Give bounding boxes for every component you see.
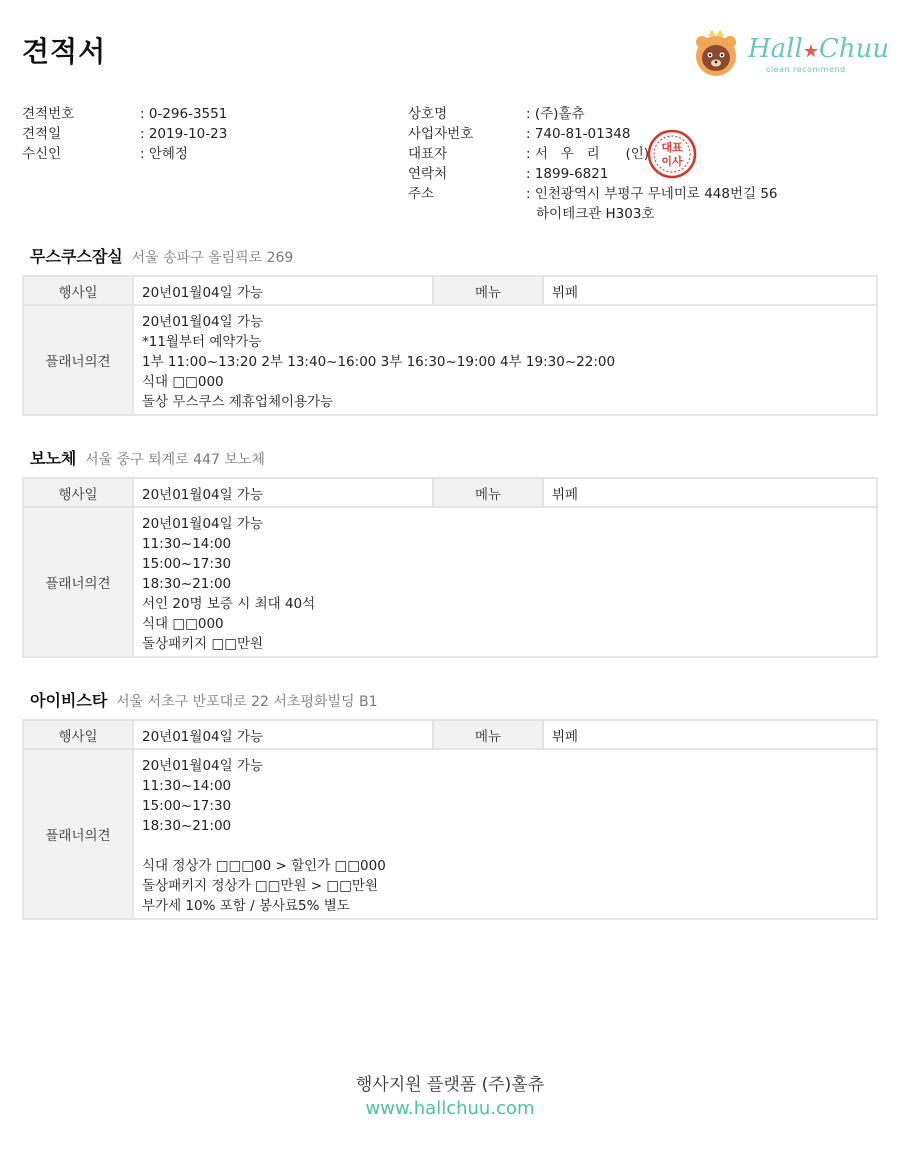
planner-opinion-cell [133, 749, 877, 919]
info-label: 연락처 [408, 166, 448, 182]
venue-card [22, 447, 878, 658]
info-label: 견적일 [22, 126, 62, 142]
company-seal-stamp [646, 128, 698, 180]
planner-opinion-cell [133, 305, 877, 415]
info-label: 주소 [408, 186, 435, 202]
info-label: 사업자번호 [408, 126, 474, 142]
venue-address: 서울 중구 퇴계로 447 보노체 [85, 452, 265, 468]
venue-table [22, 719, 878, 920]
venue-name: 보노체 [30, 449, 77, 468]
menu-label: 메뉴 [433, 276, 543, 305]
business-number-row [408, 124, 848, 144]
menu-label: 메뉴 [433, 478, 543, 507]
planner-opinion-label: 플래너의견 [23, 749, 133, 919]
info-label: 상호명 [408, 106, 448, 122]
menu-value: 뷔페 [543, 720, 877, 749]
star-icon: ★ [802, 41, 819, 62]
planner-opinion-text: 20년01월04일 가능 11:30~14:00 15:00~17:30 18:30~21:00 서인 20명 보증 시 최대 40석 식대 □□000 돌상패키지 □□만원 [142, 516, 316, 652]
venue-address: 서울 송파구 올림픽로 269 [131, 250, 294, 266]
table-row [23, 478, 877, 507]
info-value: : (주)홀츄 [526, 106, 585, 122]
planner-opinion-cell [133, 507, 877, 657]
company-name-row [408, 104, 848, 124]
seal-text-bottom: 이사 [661, 155, 683, 168]
menu-value: 뷔페 [543, 276, 877, 305]
info-label: 견적번호 [22, 106, 75, 122]
venue-card [22, 245, 878, 416]
table-row [23, 749, 877, 919]
venue-header [22, 447, 878, 471]
menu-value: 뷔페 [543, 478, 877, 507]
logo-subtitle: clean recommend [766, 65, 846, 74]
quote-number-row [22, 104, 382, 124]
venue-address: 서울 서초구 반포대로 22 서초평화빌딩 B1 [116, 694, 378, 710]
contact-row [408, 164, 848, 184]
event-date-value: 20년01월04일 가능 [133, 276, 433, 305]
document-title: 견적서 [22, 35, 107, 68]
info-value: : 1899-6821 [526, 166, 609, 182]
table-row [23, 276, 877, 305]
menu-label: 메뉴 [433, 720, 543, 749]
info-label: 대표자 [408, 146, 448, 162]
representative-row [408, 144, 848, 164]
info-value: : 0-296-3551 [140, 106, 228, 122]
footer-website-link[interactable]: www.hallchuu.com [365, 1098, 535, 1119]
address-line-1: : 인천광역시 부평구 무네미로 448번길 56 [526, 186, 778, 202]
info-label: 수신인 [22, 146, 62, 162]
seal-text-top: 대표 [661, 141, 683, 154]
venue-name: 아이비스타 [30, 691, 108, 710]
address-line-2: 하이테크관 H303호 [536, 206, 655, 222]
venue-table [22, 275, 878, 416]
quote-date-row [22, 124, 382, 144]
address-row [408, 184, 848, 224]
hallchuu-logo [690, 28, 890, 84]
venue-card [22, 689, 878, 920]
planner-opinion-text: 20년01월04일 가능 *11월부터 예약가능 1부 11:00~13:20 2부 13:40~16:00 3부 16:30~19:00 4부 19:30~22:00 식대 □□000 돌상 무스쿠스 제휴업체이용가능 [142, 314, 616, 410]
info-value: : 2019-10-23 [140, 126, 228, 142]
table-row [23, 720, 877, 749]
venue-header [22, 689, 878, 713]
info-value: : 740-81-01348 [526, 126, 631, 142]
planner-opinion-text: 20년01월04일 가능 11:30~14:00 15:00~17:30 18:30~21:00 식대 정상가 □□□00 > 할인가 □□000 돌상패키지 정상가 □□만원 > □□만원 부가세 10% 포함 / 봉사료5% 별도 [142, 758, 386, 914]
logo-word-chuu: Chuu [818, 34, 890, 64]
table-row [23, 507, 877, 657]
event-date-label: 행사일 [23, 276, 133, 305]
bear-mascot-icon [692, 30, 740, 78]
info-value: : 안혜정 [140, 146, 188, 162]
recipient-row [22, 144, 382, 164]
info-value [526, 184, 826, 224]
event-date-label: 행사일 [23, 720, 133, 749]
table-row [23, 305, 877, 415]
logo-wordmark [748, 34, 889, 64]
event-date-value: 20년01월04일 가능 [133, 720, 433, 749]
logo-word-hall: Hall [748, 34, 803, 64]
planner-opinion-label: 플래너의견 [23, 305, 133, 415]
info-value: : 서 우 리 (인) [526, 146, 650, 162]
planner-opinion-label: 플래너의견 [23, 507, 133, 657]
venue-table [22, 477, 878, 658]
event-date-label: 행사일 [23, 478, 133, 507]
event-date-value: 20년01월04일 가능 [133, 478, 433, 507]
venue-header [22, 245, 878, 269]
company-info [408, 104, 848, 224]
venue-name: 무스쿠스잠실 [30, 247, 123, 266]
customer-info [22, 104, 382, 164]
footer-company: 행사지원 플랫폼 (주)홀츄 [355, 1075, 545, 1095]
